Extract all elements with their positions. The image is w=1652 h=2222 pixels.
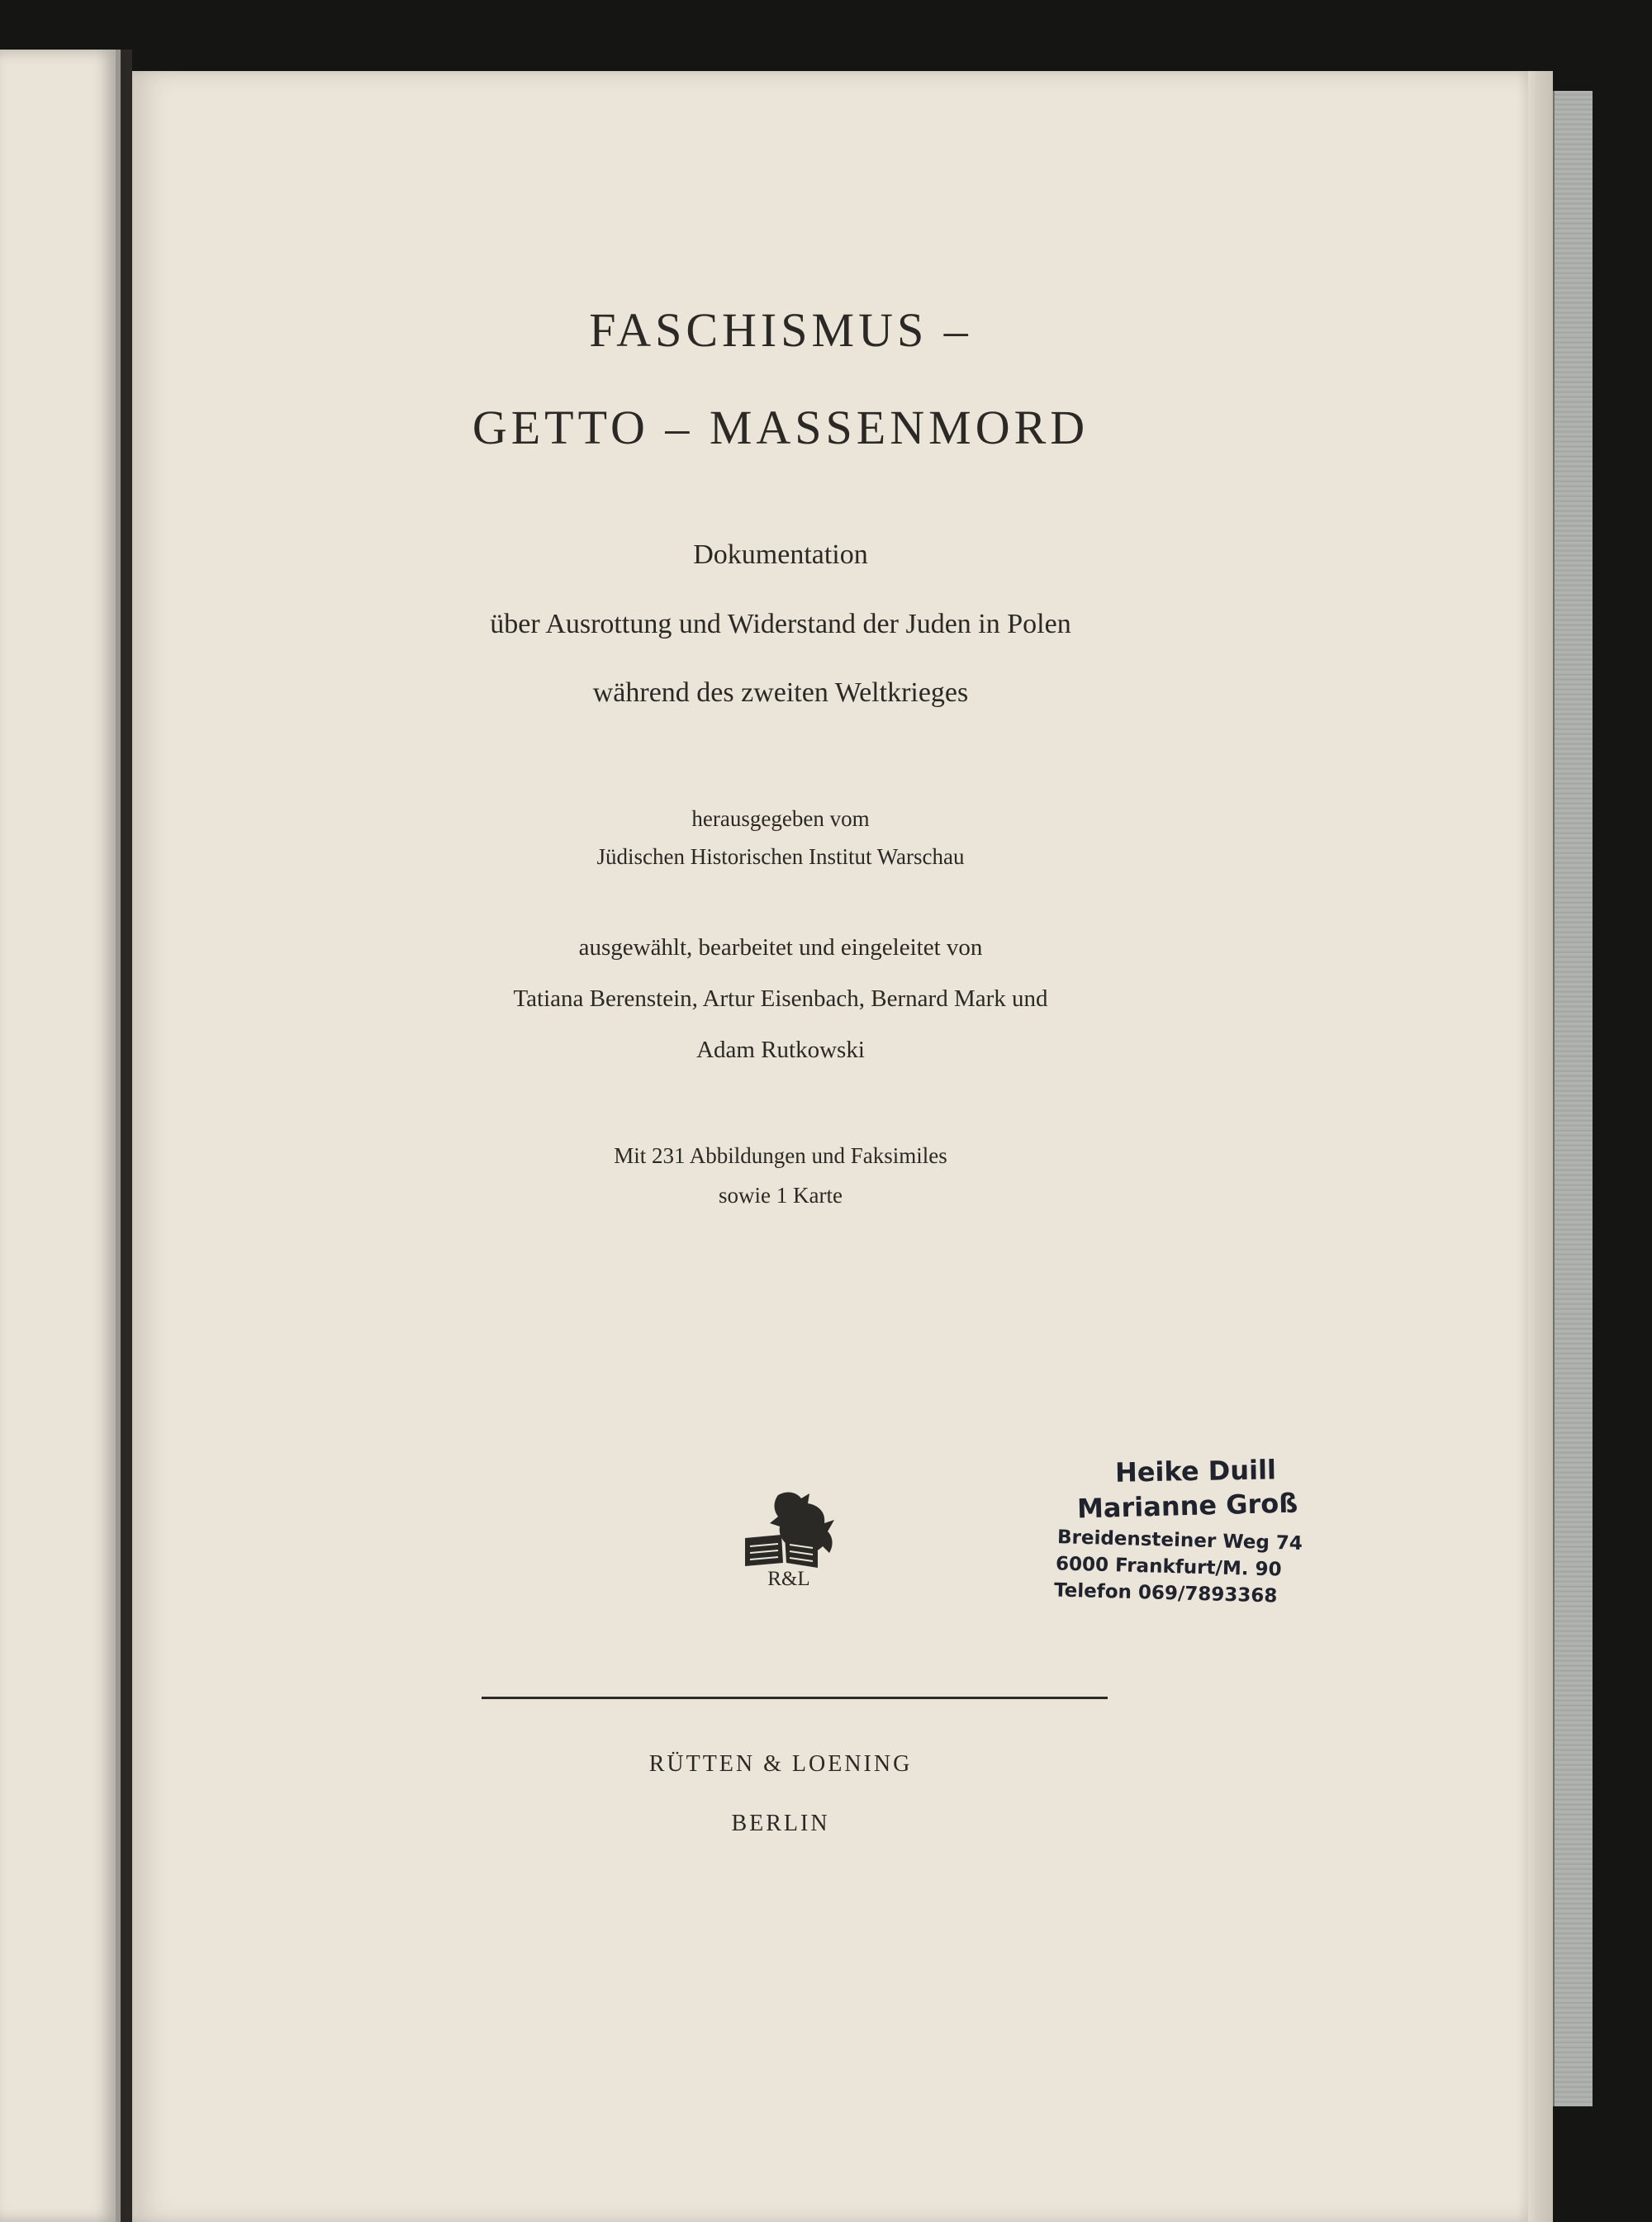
compilers-line-2: Tatiana Berenstein, Artur Eisenbach, Bernard Mark und	[513, 985, 1048, 1012]
publisher-logo-caption: R&L	[767, 1568, 810, 1590]
stamp-line-1: Heike Duill	[1114, 1454, 1277, 1488]
subtitle-line-2: über Ausrottung und Widerstand der Juden in Polen	[490, 609, 1071, 639]
stamp-line-5: Telefon 069/7893368	[1053, 1579, 1278, 1607]
book-gutter	[121, 50, 132, 2222]
left-page-edge	[0, 50, 121, 2222]
page-block-edge	[1528, 71, 1553, 2222]
title-line-2: GETTO – MASSENMORD	[472, 401, 1089, 454]
stamp-line-4: 6000 Frankfurt/M. 90	[1055, 1553, 1282, 1581]
book-cover-edge	[1553, 91, 1593, 2106]
publisher-city: BERLIN	[731, 1811, 830, 1836]
griffin-book-icon	[737, 1487, 841, 1569]
stamp-line-3: Breidensteiner Weg 74	[1056, 1526, 1303, 1555]
editor-line-2: Jüdischen Historischen Institut Warschau	[596, 844, 965, 869]
title-line-1: FASCHISMUS –	[589, 303, 972, 357]
owner-stamp	[1049, 1455, 1346, 1612]
publisher-name: RÜTTEN & LOENING	[648, 1751, 913, 1777]
divider-rule	[482, 1697, 1108, 1699]
compilers-line-3: Adam Rutkowski	[696, 1037, 865, 1063]
illustrations-line-2: sowie 1 Karte	[719, 1183, 843, 1208]
illustrations-line-1: Mit 231 Abbildungen und Faksimiles	[614, 1143, 947, 1168]
stamp-line-2: Marianne Groß	[1076, 1487, 1298, 1525]
editor-line-1: herausgegeben vom	[691, 806, 870, 831]
subtitle-line-1: Dokumentation	[693, 539, 868, 570]
compilers-line-1: ausgewählt, bearbeitet und eingeleitet von	[578, 934, 983, 961]
subtitle-line-3: während des zweiten Weltkrieges	[592, 677, 969, 708]
